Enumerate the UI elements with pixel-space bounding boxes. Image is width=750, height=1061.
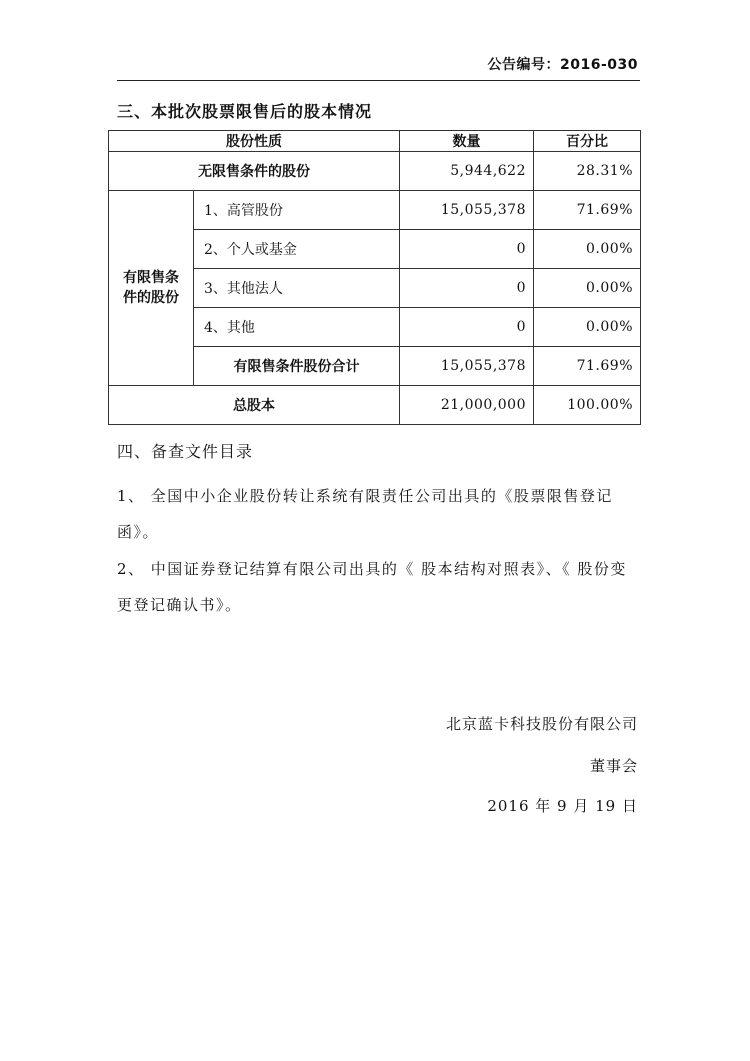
header-divider bbox=[117, 80, 640, 81]
total-quantity: 21,000,000 bbox=[400, 386, 534, 425]
section-4-title: 四、备查文件目录 bbox=[117, 442, 254, 461]
reference-document-item: 2、 中国证券登记结算有限公司出具的《 股本结构对照表》、《 股份变更登记确认书》。 bbox=[117, 560, 627, 614]
restricted-group-label: 有限售条件的股份 bbox=[109, 191, 194, 386]
restricted-row-label: 3、其他法人 bbox=[194, 269, 400, 308]
announcement-number: 公告编号：2016-030 bbox=[487, 57, 638, 73]
restricted-subtotal-percent: 71.69% bbox=[534, 347, 641, 386]
table-header-row bbox=[109, 131, 641, 152]
table-row-unrestricted bbox=[109, 152, 641, 191]
restricted-row-label: 2、个人或基金 bbox=[194, 230, 400, 269]
restricted-row-quantity: 0 bbox=[400, 269, 534, 308]
header-percent: 百分比 bbox=[534, 131, 641, 152]
unrestricted-percent: 28.31% bbox=[534, 152, 641, 191]
restricted-row-label: 4、其他 bbox=[194, 308, 400, 347]
unrestricted-label: 无限售条件的股份 bbox=[109, 152, 400, 191]
restricted-row-quantity: 15,055,378 bbox=[400, 191, 534, 230]
restricted-subtotal-quantity: 15,055,378 bbox=[400, 347, 534, 386]
restricted-row-label: 1、高管股份 bbox=[194, 191, 400, 230]
restricted-row-percent: 0.00% bbox=[534, 269, 641, 308]
header-quantity: 数量 bbox=[400, 131, 534, 152]
restricted-row-percent: 0.00% bbox=[534, 230, 641, 269]
signature-date: 2016 年 9 月 19 日 bbox=[487, 797, 638, 815]
total-percent: 100.00% bbox=[534, 386, 641, 425]
section-3-title: 三、本批次股票限售后的股本情况 bbox=[117, 102, 373, 121]
restricted-row-quantity: 0 bbox=[400, 308, 534, 347]
restricted-subtotal-label: 有限售条件股份合计 bbox=[194, 347, 400, 386]
restricted-row-percent: 0.00% bbox=[534, 308, 641, 347]
total-label: 总股本 bbox=[109, 386, 400, 425]
restricted-row-quantity: 0 bbox=[400, 230, 534, 269]
share-capital-table bbox=[108, 130, 641, 425]
reference-document-item: 1、 全国中小企业股份转让系统有限责任公司出具的《股票限售登记函》。 bbox=[117, 487, 613, 541]
restricted-row-percent: 71.69% bbox=[534, 191, 641, 230]
table-row-total bbox=[109, 386, 641, 425]
table-row bbox=[109, 191, 641, 230]
signature-board: 董事会 bbox=[589, 757, 638, 775]
signature-company: 北京蓝卡科技股份有限公司 bbox=[445, 715, 638, 733]
header-share-nature: 股份性质 bbox=[109, 131, 400, 152]
unrestricted-quantity: 5,944,622 bbox=[400, 152, 534, 191]
